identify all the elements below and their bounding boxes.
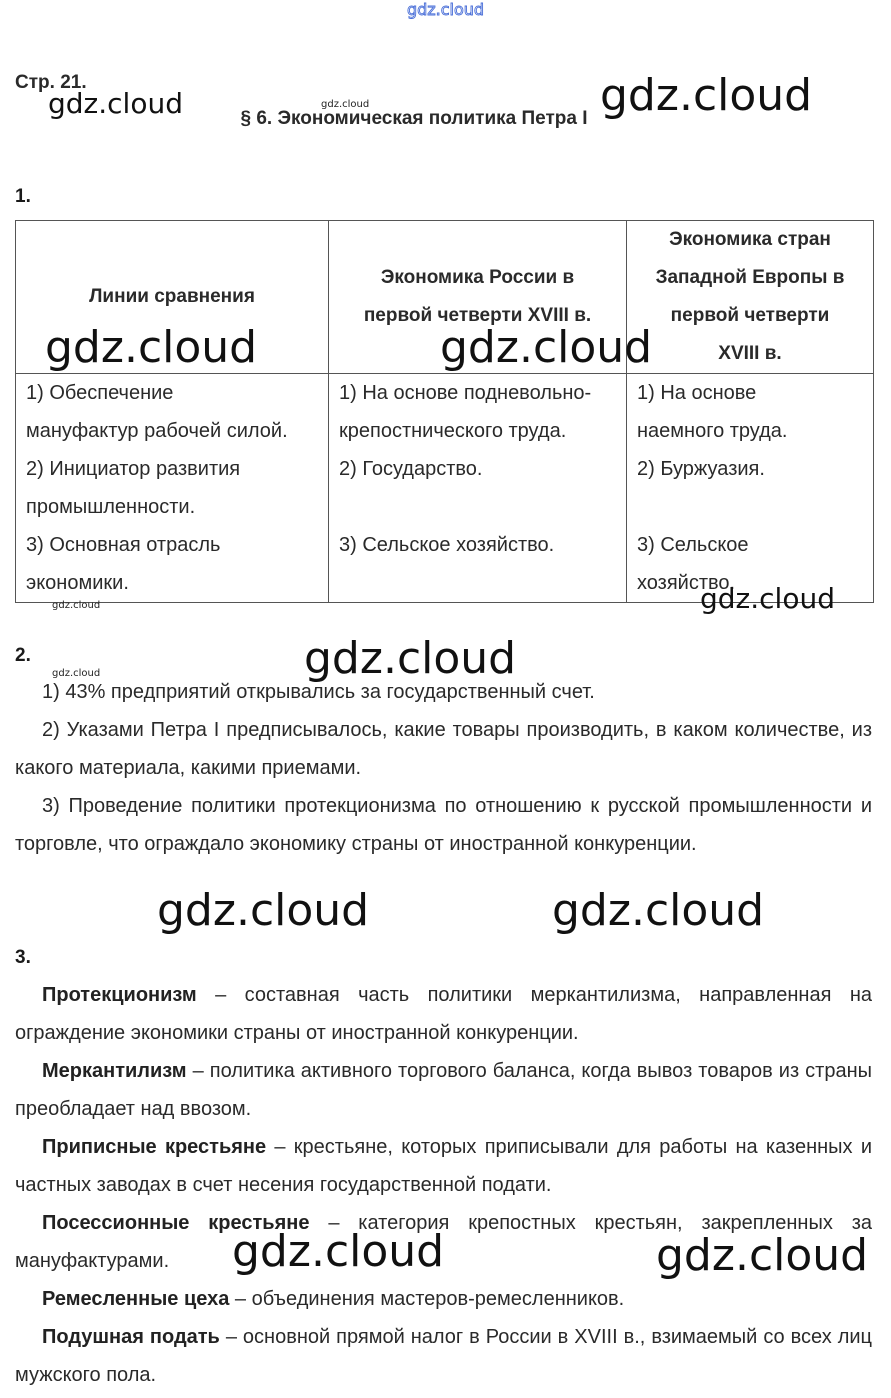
section-2-item-1: 1) 43% предприятий открывались за государственный счет. bbox=[42, 681, 595, 703]
table-row bbox=[16, 374, 874, 603]
term: Меркантилизм bbox=[42, 1060, 187, 1082]
term: Приписные крестьяне bbox=[42, 1136, 267, 1158]
page-title: § 6. Экономическая политика Петра I bbox=[240, 108, 588, 129]
header-comparison-lines: Линии сравнения bbox=[16, 221, 329, 374]
term: Протекционизм bbox=[42, 984, 197, 1006]
definition-poll-tax: Подушная подать – основной прямой налог в России в XVIII в., взимаемый со всех лиц мужского пола. bbox=[15, 1326, 872, 1386]
definition-mercantilism: Меркантилизм – политика активного торгового баланса, когда вывоз товаров из страны преобладает над ввозом. bbox=[15, 1060, 872, 1120]
top-watermark: gdz.cloud bbox=[406, 0, 485, 19]
watermark: gdz.cloud bbox=[440, 322, 653, 373]
watermark: gdz.cloud bbox=[552, 885, 765, 936]
watermark: gdz.cloud bbox=[304, 633, 517, 684]
cell-western-europe-economy: 1) На основе наемного труда. 2) Буржуазия. 3) Сельское хозяйство. bbox=[627, 374, 874, 603]
term: Ремесленные цеха bbox=[42, 1288, 230, 1310]
section-2-item-3: 3) Проведение политики протекционизма по отношению к русской промышленности и торговле, что ограждало экономику страны от иностранной конкуренции. bbox=[15, 795, 872, 855]
definition-ascribed-peasants: Приписные крестьяне – крестьяне, которых приписывали для работы на казенных и частных заводах в счет несения государственной подати. bbox=[15, 1136, 872, 1196]
watermark: gdz.cloud bbox=[52, 600, 101, 611]
watermark: gdz.cloud bbox=[232, 1226, 445, 1277]
cell-comparison-lines: 1) Обеспечение мануфактур рабочей силой. 2) Инициатор развития промышленности. 3) Основная отрасль экономики. bbox=[16, 374, 329, 603]
watermark: gdz.cloud bbox=[52, 668, 101, 679]
cell-russia-economy: 1) На основе подневольно- крепостнического труда. 2) Государство. 3) Сельское хозяйство. bbox=[329, 374, 627, 603]
definition-craft-guilds: Ремесленные цеха – объединения мастеров-ремесленников. bbox=[42, 1288, 625, 1310]
watermark: gdz.cloud bbox=[45, 322, 258, 373]
watermark: gdz.cloud bbox=[600, 70, 813, 121]
definition-protectionism: Протекционизм – составная часть политики меркантилизма, направленная на ограждение экономики страны от иностранной конкуренции. bbox=[15, 984, 872, 1044]
watermark: gdz.cloud bbox=[48, 87, 183, 120]
watermark: gdz.cloud bbox=[700, 582, 835, 615]
section-2-number: 2. bbox=[15, 645, 31, 666]
watermark: gdz.cloud bbox=[656, 1230, 869, 1281]
definition-possessional-peasants: Посессионные крестьяне – категория крепостных крестьян, закрепленных за мануфактурами. bbox=[15, 1212, 872, 1272]
term: Посессионные крестьяне bbox=[42, 1212, 310, 1234]
watermark: gdz.cloud bbox=[157, 885, 370, 936]
section-2-item-2: 2) Указами Петра I предписывалось, какие товары производить, в каком количестве, из какого материала, какими приемами. bbox=[15, 719, 872, 779]
watermark: gdz.cloud bbox=[321, 99, 370, 110]
comparison-table bbox=[15, 220, 874, 603]
page-reference: Стр. 21. bbox=[15, 72, 87, 93]
section-3-number: 3. bbox=[15, 947, 31, 968]
term: Подушная подать bbox=[42, 1326, 220, 1348]
section-1-number: 1. bbox=[15, 186, 31, 207]
header-russia-economy: Экономика России в первой четверти XVIII в. bbox=[329, 221, 627, 374]
header-western-europe-economy: Экономика стран Западной Европы в первой четверти XVIII в. bbox=[627, 221, 874, 374]
